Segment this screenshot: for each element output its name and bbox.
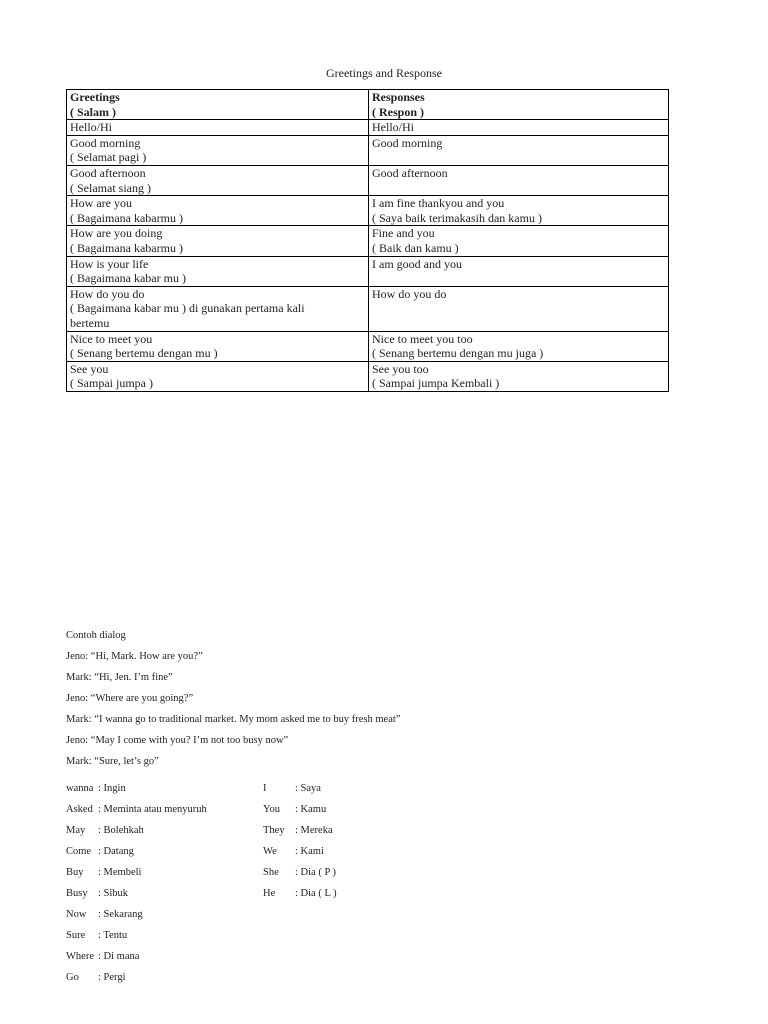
vocabulary-meaning: : Bolehkah — [98, 825, 144, 836]
dialog-line: Jeno: “Where are you going?” — [66, 693, 194, 704]
vocabulary-entry — [66, 866, 142, 879]
response-cell — [369, 226, 669, 256]
vocabulary-word: May — [66, 825, 86, 836]
table-header-row — [67, 90, 669, 120]
greeting-cell — [67, 286, 369, 331]
translation-text: ( Bagaimana kabar mu ) di gunakan pertama kali — [70, 301, 305, 316]
vocabulary-entry — [66, 887, 129, 900]
vocabulary-meaning: : Sekarang — [98, 909, 143, 920]
greetings-table — [66, 89, 669, 392]
vocabulary-entry — [263, 824, 333, 837]
translation-text: ( Sampai jumpa Kembali ) — [372, 376, 500, 391]
vocabulary-word: Sure — [66, 930, 86, 941]
vocabulary-entry — [263, 845, 324, 858]
table-row — [67, 361, 669, 391]
vocabulary-word: They — [263, 825, 285, 836]
vocabulary-meaning: : Dia ( L ) — [295, 888, 337, 899]
greeting-cell — [67, 196, 369, 226]
table-row — [67, 331, 669, 361]
vocabulary-entry — [263, 866, 337, 879]
vocabulary-meaning: : Dia ( P ) — [295, 867, 337, 878]
greeting-text: How do you do — [70, 286, 145, 301]
table-row — [67, 120, 669, 136]
header-responses-cell — [369, 90, 669, 120]
document-title: Greetings and Response — [326, 66, 442, 80]
vocabulary-entry — [66, 782, 126, 795]
response-cell — [369, 331, 669, 361]
vocabulary-entry — [66, 803, 207, 816]
translation-text: ( Bagaimana kabarmu ) — [70, 210, 183, 225]
translation-text: ( Saya baik terimakasih dan kamu ) — [372, 210, 542, 225]
dialog-line: Jeno: “May I come with you? I’m not too busy now” — [66, 735, 289, 746]
vocabulary-entry — [66, 824, 144, 837]
vocabulary-entry — [66, 950, 140, 963]
vocabulary-word: Buy — [66, 867, 84, 878]
table-row — [67, 196, 669, 226]
translation-text: ( Bagaimana kabarmu ) — [70, 240, 183, 255]
vocabulary-meaning: : Saya — [295, 783, 321, 794]
vocabulary-meaning: : Datang — [98, 846, 134, 857]
greeting-text: How are you — [70, 196, 132, 211]
vocabulary-entry — [66, 845, 134, 858]
response-text: See you too — [372, 361, 429, 376]
vocabulary-entry — [263, 782, 321, 795]
table-row — [67, 135, 669, 165]
greetings-table-body — [67, 90, 669, 392]
greeting-cell — [67, 226, 369, 256]
header-responses-translation: ( Respon ) — [372, 104, 425, 119]
vocabulary-word: I — [263, 783, 267, 794]
vocabulary-word: We — [263, 846, 277, 857]
greeting-cell — [67, 120, 369, 136]
header-responses-label: Responses — [372, 90, 425, 104]
response-cell — [369, 361, 669, 391]
vocabulary-meaning: : Sibuk — [98, 888, 129, 899]
translation-text: ( Selamat siang ) — [70, 180, 151, 195]
translation-text: ( Senang bertemu dengan mu juga ) — [372, 346, 544, 361]
vocabulary-meaning: : Membeli — [98, 867, 142, 878]
dialog-line: Mark: “I wanna go to traditional market. My mom asked me to buy fresh meat” — [66, 714, 401, 725]
translation-text: ( Baik dan kamu ) — [372, 240, 459, 255]
vocabulary-word: Where — [66, 951, 94, 962]
greeting-text: How is your life — [70, 256, 149, 271]
response-text: I am good and you — [372, 256, 462, 271]
vocabulary-word: Come — [66, 846, 92, 857]
vocabulary-meaning: : Meminta atau menyuruh — [98, 804, 207, 815]
response-text: Good morning — [372, 135, 443, 150]
response-cell — [369, 165, 669, 195]
vocabulary-word: Now — [66, 909, 87, 920]
response-text: How do you do — [372, 286, 447, 301]
greeting-text: Good afternoon — [70, 165, 146, 180]
vocabulary-entry — [66, 929, 128, 942]
translation-text: ( Selamat pagi ) — [70, 150, 147, 165]
table-row — [67, 256, 669, 286]
table-row — [67, 226, 669, 256]
translation-text: bertemu — [70, 315, 110, 330]
response-cell — [369, 286, 669, 331]
vocabulary-meaning: : Kami — [295, 846, 324, 857]
translation-text: ( Senang bertemu dengan mu ) — [70, 346, 218, 361]
vocabulary-entry — [66, 908, 143, 921]
response-cell — [369, 120, 669, 136]
vocabulary-word: Asked — [66, 804, 93, 815]
dialog-line: Jeno: “Hi, Mark. How are you?” — [66, 651, 203, 662]
response-text: I am fine thankyou and you — [372, 196, 505, 211]
vocabulary-meaning: : Ingin — [98, 783, 126, 794]
greeting-text: See you — [70, 361, 109, 376]
table-row — [67, 165, 669, 195]
vocabulary-word: Busy — [66, 888, 88, 899]
vocabulary-meaning: : Pergi — [98, 972, 126, 983]
header-greetings-translation: ( Salam ) — [70, 104, 116, 119]
vocabulary-word: He — [263, 888, 276, 899]
response-text: Hello/Hi — [372, 120, 414, 135]
vocabulary-word: You — [263, 804, 281, 815]
vocabulary-meaning: : Kamu — [295, 804, 327, 815]
vocabulary-meaning: : Tentu — [98, 930, 128, 941]
greeting-cell — [67, 361, 369, 391]
greeting-cell — [67, 165, 369, 195]
greeting-cell — [67, 256, 369, 286]
greeting-text: Good morning — [70, 135, 141, 150]
vocabulary-word: She — [263, 867, 279, 878]
translation-text: ( Bagaimana kabar mu ) — [70, 271, 186, 286]
vocabulary-entry — [66, 971, 126, 984]
greeting-text: Hello/Hi — [70, 120, 112, 135]
header-greetings-label: Greetings — [70, 90, 120, 104]
response-cell — [369, 256, 669, 286]
vocabulary-entry — [263, 803, 327, 816]
response-text: Fine and you — [372, 226, 435, 241]
response-text: Good afternoon — [372, 165, 448, 180]
response-text: Nice to meet you too — [372, 331, 473, 346]
dialog-line: Mark: “Sure, let’s go” — [66, 756, 159, 767]
translation-text: ( Sampai jumpa ) — [70, 376, 153, 391]
header-greetings-cell — [67, 90, 369, 120]
vocabulary-word: Go — [66, 972, 79, 983]
response-cell — [369, 135, 669, 165]
dialog-heading: Contoh dialog — [66, 630, 126, 641]
table-row — [67, 286, 669, 331]
vocabulary-meaning: : Di mana — [98, 951, 140, 962]
vocabulary-entry — [263, 887, 337, 900]
greeting-text: How are you doing — [70, 226, 163, 241]
dialog-line: Mark: “Hi, Jen. I’m fine” — [66, 672, 173, 683]
greeting-cell — [67, 135, 369, 165]
greeting-cell — [67, 331, 369, 361]
response-cell — [369, 196, 669, 226]
vocabulary-meaning: : Mereka — [295, 825, 333, 836]
vocabulary-word: wanna — [66, 783, 94, 794]
greeting-text: Nice to meet you — [70, 331, 153, 346]
